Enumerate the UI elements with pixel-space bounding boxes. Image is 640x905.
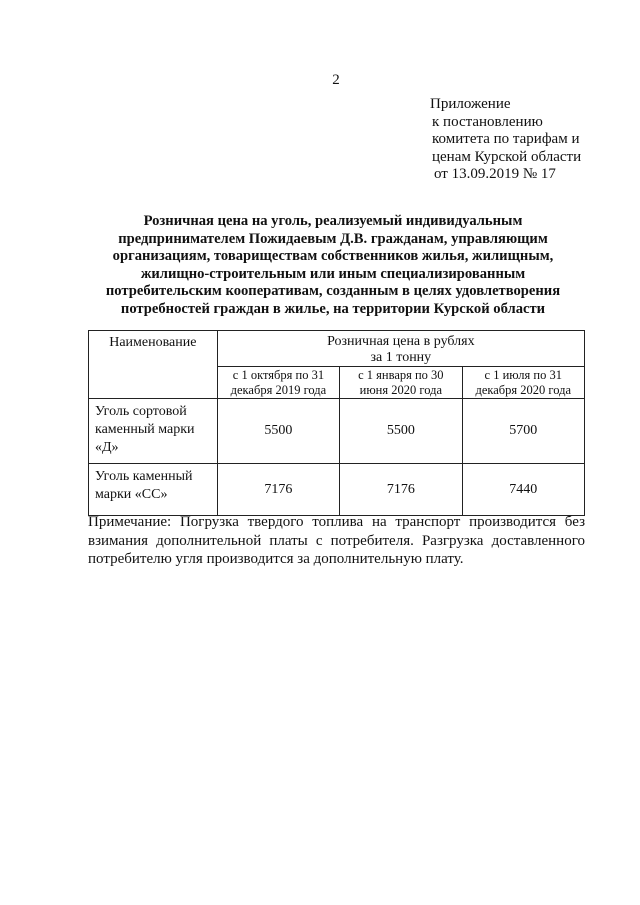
price-cell: 7176: [217, 464, 339, 516]
header-price-line: Розничная цена в рублях: [327, 334, 475, 349]
row-name-line: Уголь каменный: [95, 469, 193, 484]
row-name-line: каменный марки: [95, 422, 195, 437]
title-line: Розничная цена на уголь, реализуемый индивидуальным: [143, 213, 523, 229]
period-line: июня 2020 года: [359, 383, 442, 397]
price-cell: 7440: [462, 464, 584, 516]
row-name: [89, 399, 218, 464]
price-cell: 5700: [462, 399, 584, 464]
row-name-line: марки «СС»: [95, 487, 168, 502]
note-line: взимания дополнительной платы с потребителя. Разгрузка доставленного: [88, 532, 585, 549]
price-table: [88, 330, 585, 516]
note-line: Примечание: Погрузка твердого топлива на транспорт производится без: [88, 514, 585, 530]
price-cell: 5500: [217, 399, 339, 464]
title-line: предпринимателем Пожидаевым Д.В. гражданам, управляющим: [118, 230, 548, 247]
appendix-line: от 13.09.2019 № 17: [434, 166, 556, 182]
header-period: [462, 367, 584, 399]
header-price: [217, 331, 584, 367]
title-line: потребительским кооперативам, созданным в целях удовлетворения: [105, 283, 561, 299]
row-name-line: «Д»: [95, 440, 119, 455]
header-period: [217, 367, 339, 399]
period-line: с 1 июля по 31: [484, 368, 562, 382]
title-line: жилищно-строительным или иным специализированным: [140, 265, 526, 282]
document-title: [78, 213, 588, 318]
table-row: [89, 464, 585, 516]
header-period: [340, 367, 462, 399]
note-paragraph: [88, 513, 585, 569]
appendix-block: [430, 96, 630, 184]
title-line: организациям, товариществам собственников жилья, жилищным,: [112, 248, 554, 264]
page-number: 2: [332, 72, 340, 88]
note-line: потребителю угля производится за дополнительную плату.: [88, 551, 464, 567]
appendix-line: Приложение: [430, 96, 511, 112]
table-row: [89, 399, 585, 464]
header-price-line: за 1 тонну: [370, 350, 432, 365]
appendix-line: комитета по тарифам и: [432, 131, 580, 147]
period-line: с 1 октября по 31: [232, 368, 325, 382]
period-line: декабря 2019 года: [230, 383, 327, 397]
period-line: декабря 2020 года: [475, 383, 572, 397]
row-name: [89, 464, 218, 516]
row-name-line: Уголь сортовой: [95, 404, 187, 419]
price-cell: 5500: [340, 399, 462, 464]
price-cell: 7176: [340, 464, 462, 516]
period-line: с 1 января по 30: [358, 368, 444, 382]
appendix-line: к постановлению: [432, 113, 543, 130]
appendix-line: ценам Курской области: [432, 148, 582, 165]
title-line: потребностей граждан в жилье, на территории Курской области: [120, 300, 546, 317]
header-name: Наименование: [89, 331, 218, 399]
